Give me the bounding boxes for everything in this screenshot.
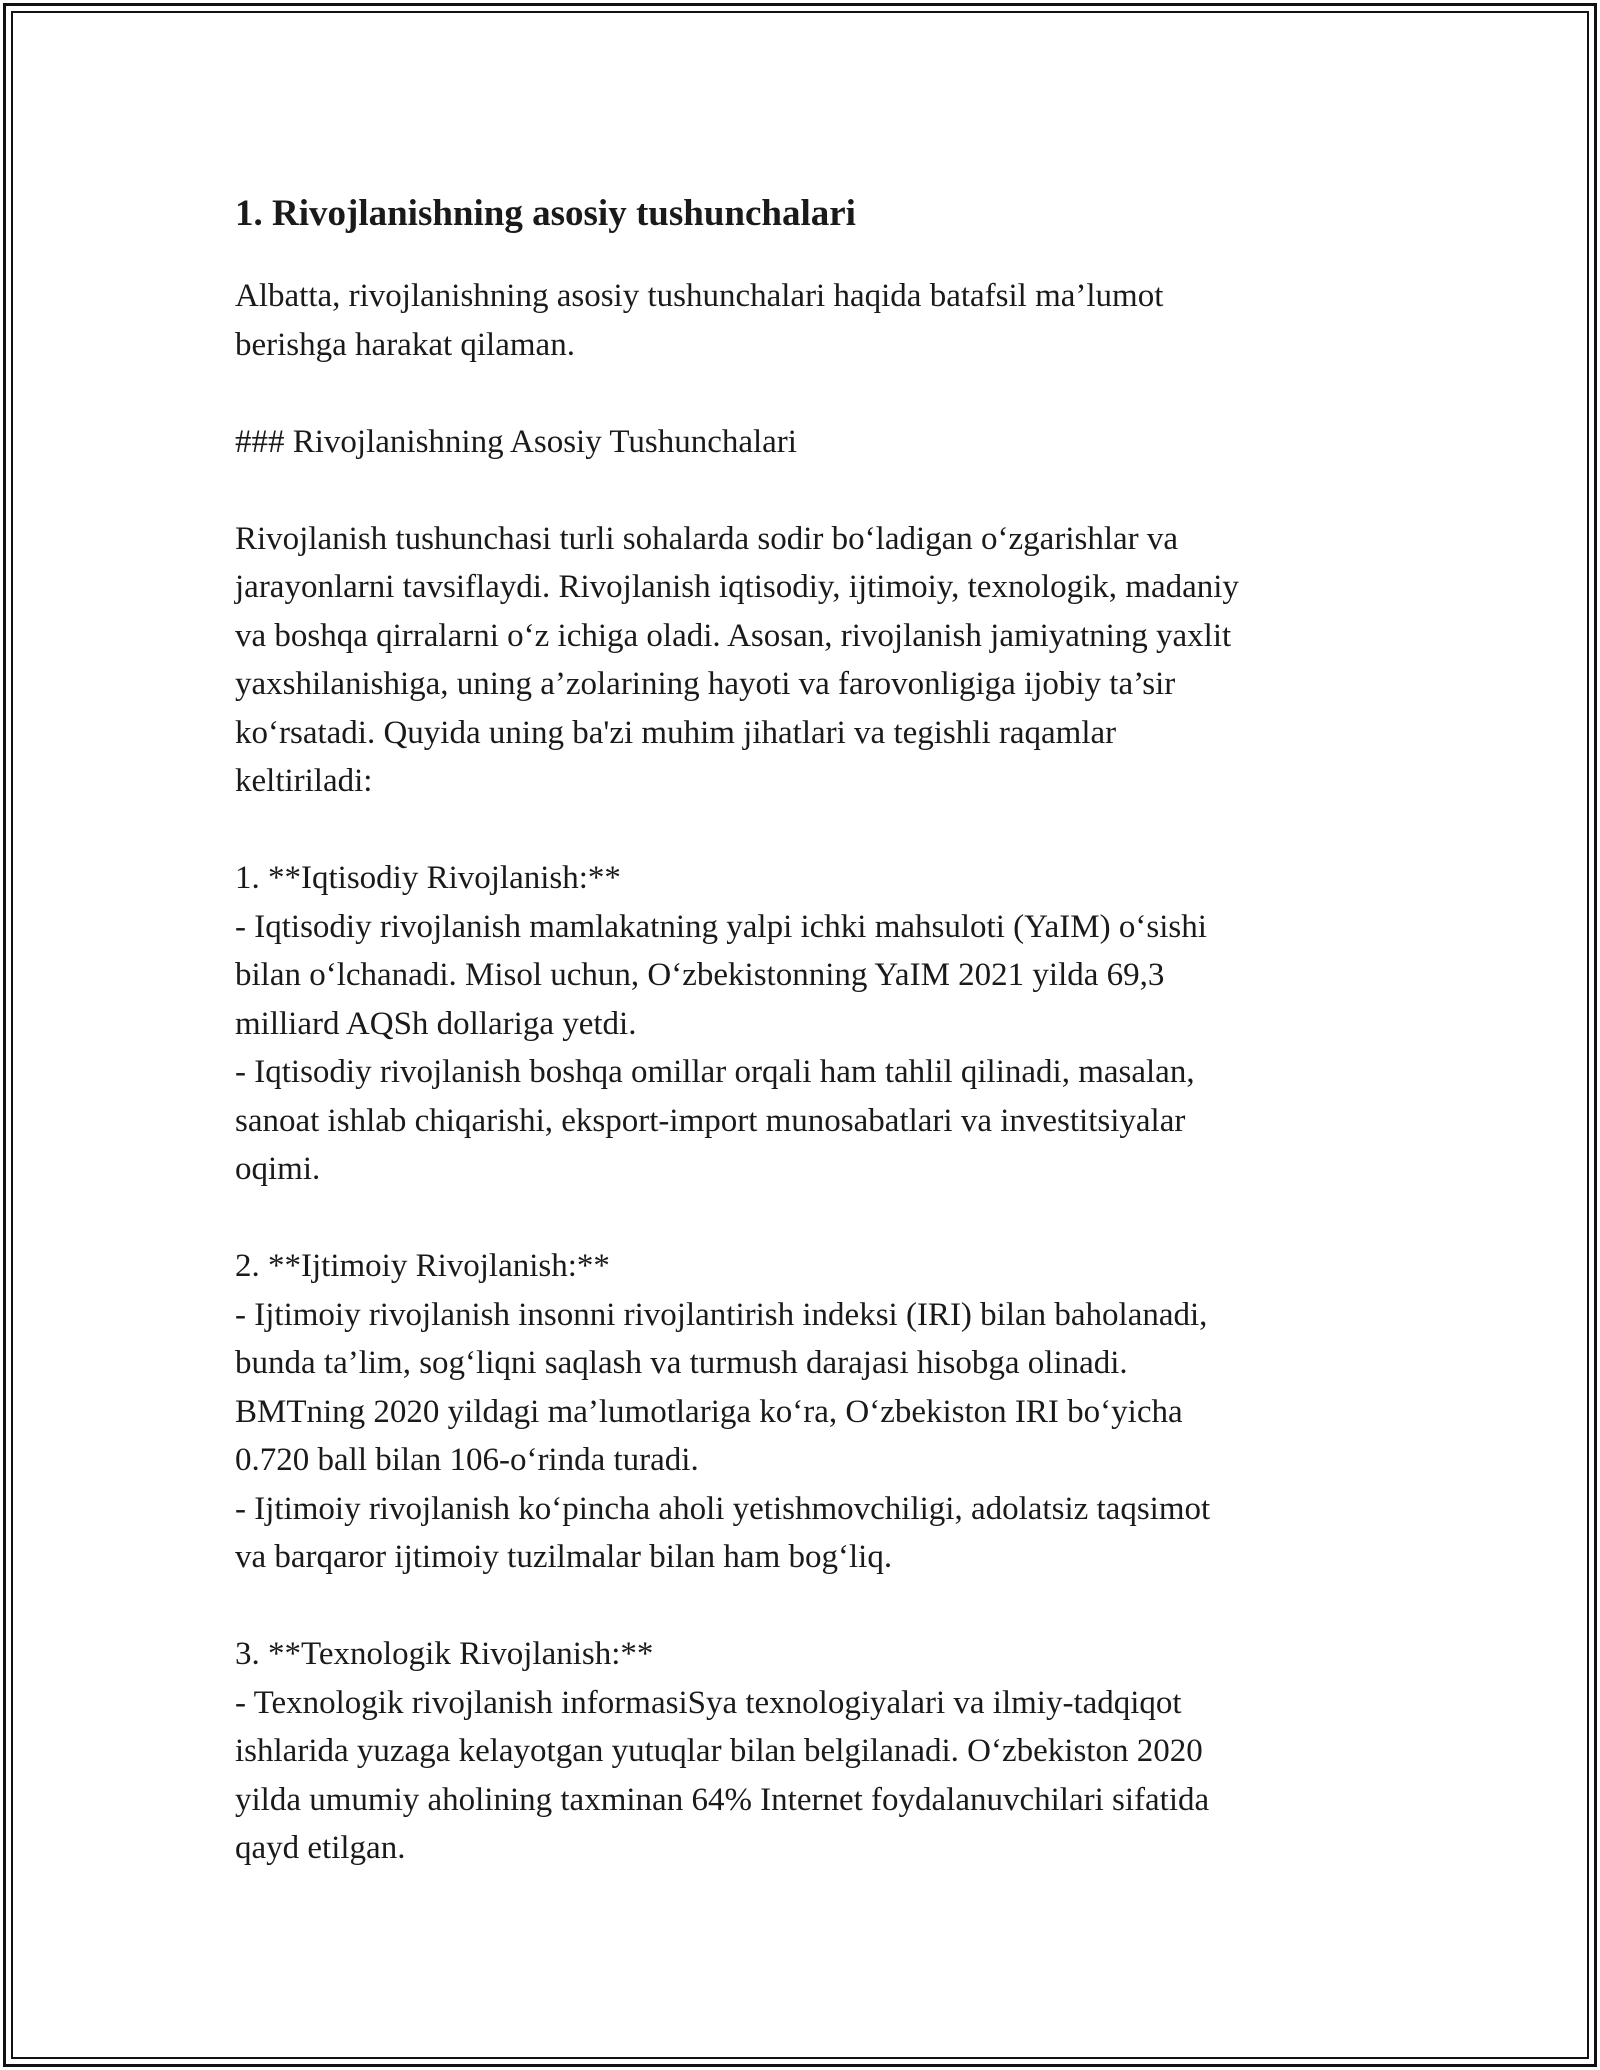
section-technological: [235, 1630, 1365, 1873]
section-heading: 3. **Texnologik Rivojlanish:**: [235, 1636, 654, 1672]
overview-paragraph: Rivojlanish tushunchasi turli sohalarda sodir bo‘ladigan o‘zgarishlar va jarayonlarni tavsiflaydi. Rivojlanish iqtisodiy, ijtimoiy, texnologik, madaniy va boshqa qirralarni o‘z ichiga oladi. Asosan, rivojlanish jamiyatning yaxlit yaxshilanishiga, uning a’zolarining hayoti va farovonligiga ijobiy ta’sir ko‘rsatadi. Quyida uning ba'zi muhim jihatlari va tegishli raqamlar keltiriladi:: [235, 520, 1239, 799]
section-body: - Iqtisodiy rivojlanish mamlakatning yalpi ichki mahsuloti (YaIM) o‘sishi bilan o‘lchanadi. Misol uchun, O‘zbekistonning YaIM 2021 yilda 69,3 milliard AQSh dollariga yetdi. - Iqtisodiy rivojlanish boshqa omillar orqali ham tahlil qilinadi, masalan, sanoat ishlab chiqarishi, eksport-import munosabatlari va investitsiyalar oqimi.: [235, 908, 1207, 1187]
section-body: - Ijtimoiy rivojlanish insonni rivojlantirish indeksi (IRI) bilan baholanadi, bunda ta’lim, sog‘liqni saqlash va turmush darajasi hisobga olinadi. BMTning 2020 yildagi ma’lumotlariga ko‘ra, O‘zbekiston IRI bo‘yicha 0.720 ball bilan 106-o‘rinda turadi. - Ijtimoiy rivojlanish ko‘pincha aholi yetishmovchiligi, adolatsiz taqsimot va barqaror ijtimoiy tuzilmalar bilan ham bog‘liq.: [235, 1296, 1211, 1575]
section-heading: 2. **Ijtimoiy Rivojlanish:**: [235, 1248, 610, 1284]
spacer: [235, 1194, 1365, 1243]
spacer: [235, 806, 1365, 855]
section-social: [235, 1242, 1365, 1582]
section-economic: [235, 854, 1365, 1194]
document-body: [235, 186, 1365, 1873]
spacer: [235, 466, 1365, 515]
spacer: [235, 369, 1365, 418]
document-title: 1. Rivojlanishning asosiy tushunchalari: [235, 193, 856, 234]
section-body: - Texnologik rivojlanish informasiSya texnologiyalari va ilmiy-tadqiqot ishlarida yuzaga kelayotgan yutuqlar bilan belgilanadi. O‘zbekiston 2020 yilda umumiy aholining taxminan 64% Internet foydalanuvchilari sifatida qayd etilgan.: [235, 1684, 1210, 1866]
subheading: ### Rivojlanishning Asosiy Tushunchalari: [235, 423, 797, 460]
intro-paragraph: Albatta, rivojlanishning asosiy tushunchalari haqida batafsil ma’lumot berishga harakat qilaman.: [235, 278, 1164, 363]
section-heading: 1. **Iqtisodiy Rivojlanish:**: [235, 860, 621, 896]
spacer: [235, 1582, 1365, 1631]
